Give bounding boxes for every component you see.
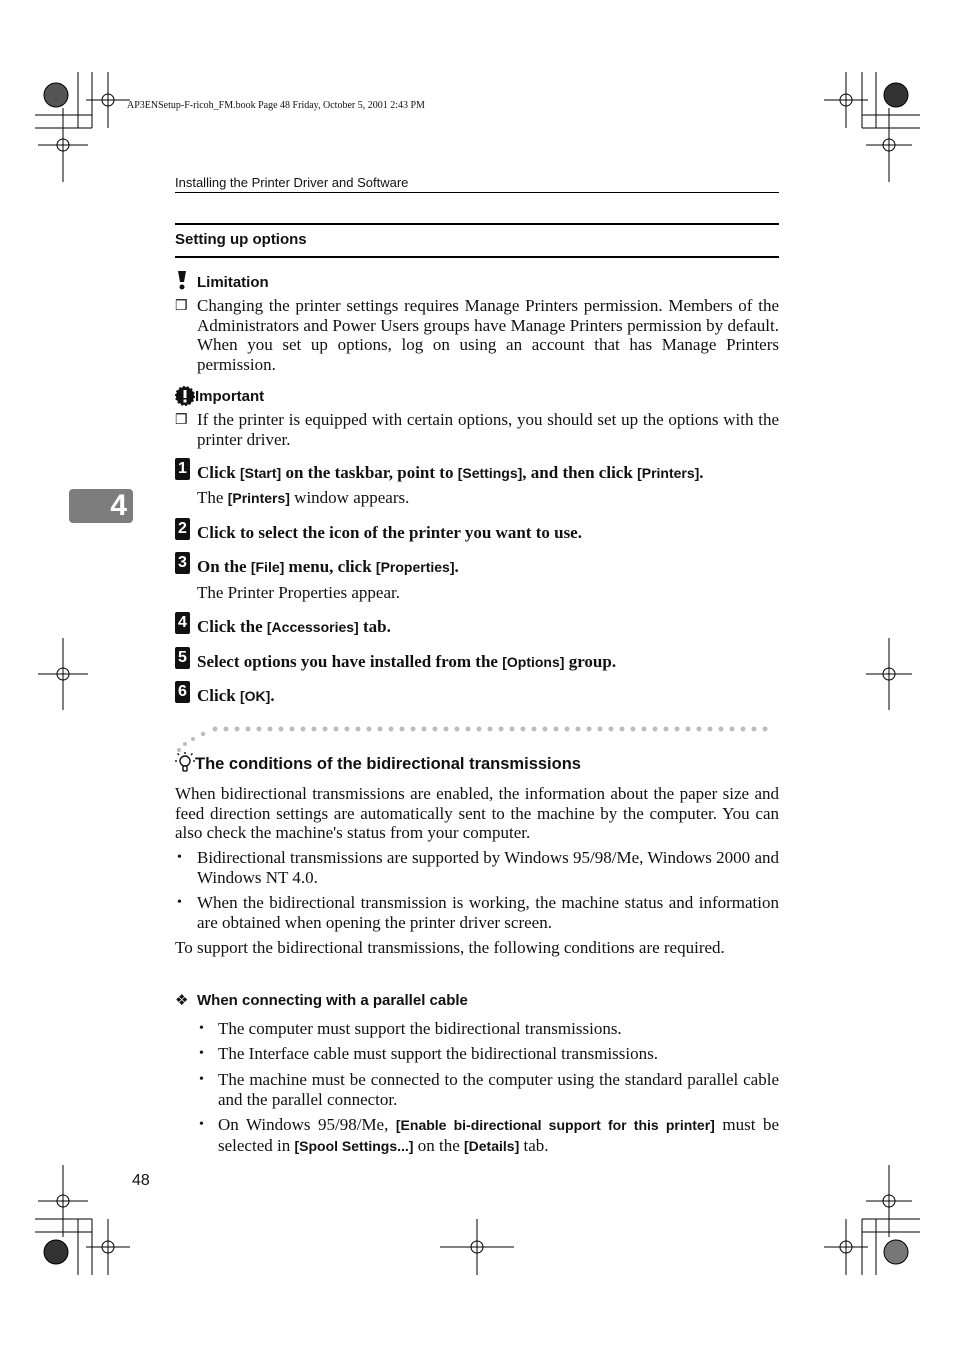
step-number-5: 5	[175, 647, 190, 669]
note-subheading: When connecting with a parallel cable	[197, 992, 468, 1009]
note-dotted-separator	[175, 722, 780, 754]
header-rule	[175, 192, 779, 193]
note-bullet-2: When the bidirectional transmission is working, the machine status and information are obtained when opening the printer driver screen.	[197, 893, 779, 932]
file-info: AP3ENSetup-F-ricoh_FM.book Page 48 Friday, October 5, 2001 2:43 PM	[127, 100, 425, 111]
step-1-text: Click [Start] on the taskbar, point to [Settings], and then click [Printers].	[197, 463, 704, 482]
section-bottom-rule	[175, 256, 779, 258]
checkbox-icon: ❒	[175, 413, 188, 428]
step-number-2: 2	[175, 518, 190, 540]
running-head: Installing the Printer Driver and Software	[175, 175, 409, 190]
note-required: To support the bidirectional transmissions, the following conditions are required.	[175, 938, 725, 957]
section-title: Setting up options	[175, 231, 307, 248]
important-text: If the printer is equipped with certain options, you should set up the options with the printer driver.	[197, 410, 779, 449]
bullet-icon: •	[177, 850, 182, 865]
page-number: 48	[132, 1172, 150, 1189]
step-5-text: Select options you have installed from the [Options] group.	[197, 652, 617, 671]
condition-2: The Interface cable must support the bidirectional transmissions.	[218, 1044, 658, 1063]
step-4-text: Click the [Accessories] tab.	[197, 617, 391, 636]
note-intro: When bidirectional transmissions are enabled, the information about the paper size and feed direction settings are automatically sent to the machine by the computer. You can also check the machine's status from your computer.	[175, 784, 779, 843]
chapter-tab: 4	[69, 489, 133, 523]
diamond-bullet-icon: ❖	[175, 992, 189, 1009]
step-3-result: The Printer Properties appear.	[197, 583, 400, 602]
step-3-text: On the [File] menu, click [Properties].	[197, 557, 459, 576]
hint-lightbulb-icon	[175, 752, 195, 774]
section-top-rule	[175, 223, 779, 225]
limitation-icon	[175, 270, 189, 290]
bullet-icon: •	[199, 1072, 204, 1087]
limitation-label: Limitation	[197, 274, 269, 291]
step-1-result: The [Printers] window appears.	[197, 488, 410, 507]
step-6-text: Click [OK].	[197, 686, 275, 705]
condition-1: The computer must support the bidirectional transmissions.	[218, 1019, 622, 1038]
important-label: Important	[195, 388, 265, 405]
step-number-4: 4	[175, 612, 190, 634]
checkbox-icon: ❒	[175, 299, 188, 314]
step-2-text: Click to select the icon of the printer you want to use.	[197, 523, 582, 542]
bullet-icon: •	[199, 1021, 204, 1036]
bullet-icon: •	[199, 1117, 204, 1132]
condition-3: The machine must be connected to the computer using the standard parallel cable and the parallel connector.	[218, 1070, 779, 1109]
limitation-text: Changing the printer settings requires Manage Printers permission. Members of the Administrators and Power Users groups have Manage Printers permission by default. When you set up options, log on using an account that has Manage Printers permission.	[197, 296, 779, 375]
note-bullet-1: Bidirectional transmissions are supported by Windows 95/98/Me, Windows 2000 and Windows NT 4.0.	[197, 848, 779, 887]
condition-4: On Windows 95/98/Me, [Enable bi-directional support for this printer] must be selected in [Spool Settings...] on the [Details] tab.	[218, 1115, 780, 1155]
step-number-6: 6	[175, 681, 190, 703]
step-number-1: 1	[175, 458, 190, 480]
note-title: The conditions of the bidirectional transmissions	[195, 755, 581, 773]
bullet-icon: •	[177, 895, 182, 910]
step-number-3: 3	[175, 552, 190, 574]
important-icon	[175, 386, 195, 406]
bullet-icon: •	[199, 1046, 204, 1061]
